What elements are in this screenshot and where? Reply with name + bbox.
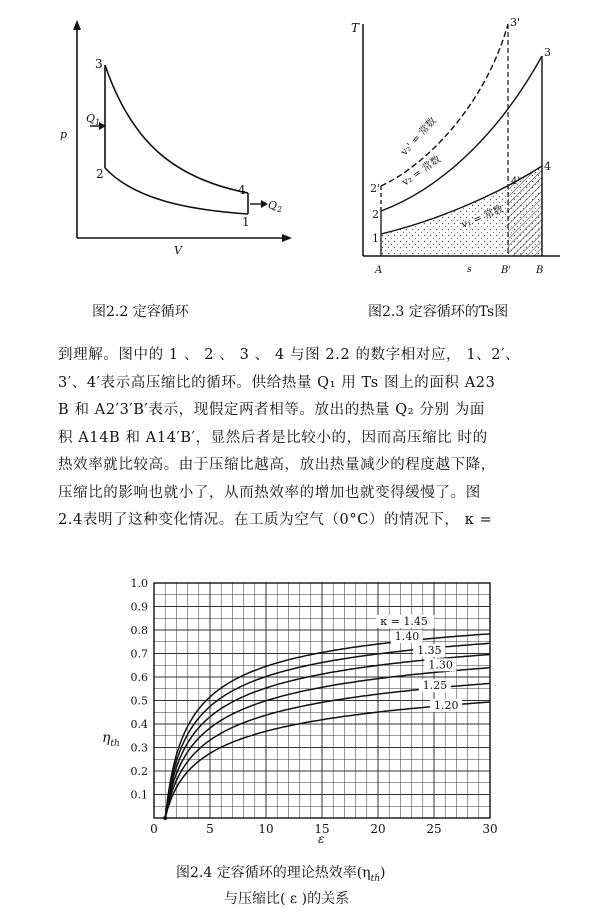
p-axis-arrow bbox=[73, 20, 81, 30]
caption-subscript: th bbox=[370, 873, 380, 884]
figure-2-4-caption-line1 bbox=[176, 862, 385, 884]
y-tick-label: 0.5 bbox=[130, 694, 148, 708]
body-line: 3′、4′表示高压缩比的循环。供给热量 Q₁ 用 Ts 图上的面积 A23 bbox=[58, 374, 496, 391]
x-tick-label: 25 bbox=[426, 822, 442, 836]
label-v2-prime-const: v₂' = 常数 bbox=[399, 115, 439, 159]
x-tick-label: 30 bbox=[482, 822, 498, 836]
y-tick-label: 1.0 bbox=[130, 577, 148, 590]
figure-2-2-pv-diagram bbox=[50, 18, 300, 288]
figure-2-3-caption: 图2.3 定容循环的Ts图 bbox=[368, 304, 509, 320]
y-tick-label: 0.4 bbox=[130, 718, 148, 731]
x-tick-label: 20 bbox=[370, 822, 386, 836]
y-tick-label: 0.3 bbox=[130, 741, 148, 755]
x-tick-label: 0 bbox=[150, 822, 158, 836]
body-line: 热效率就比较高。由于压缩比越高，放出热量减少的程度越下降， bbox=[58, 457, 496, 473]
ts-point-4-prime: 4' bbox=[511, 176, 521, 187]
ts-point-2: 2 bbox=[372, 208, 379, 221]
x-axis-label: ε bbox=[318, 832, 325, 846]
y-axis-label: $\eta_{th}$ bbox=[102, 730, 120, 749]
point-b: B bbox=[536, 265, 544, 276]
body-line: B 和 A2′3′B′表示，现假定两者相等。放出的热量 Q₂ 分别 为面 bbox=[58, 402, 485, 418]
y-tick-label: 0.8 bbox=[130, 624, 148, 637]
ts-point-3: 3 bbox=[544, 46, 551, 59]
curve-v2-prime-const bbox=[381, 24, 508, 186]
p-axis-label: p bbox=[60, 128, 68, 141]
series-label: 1.20 bbox=[434, 698, 459, 712]
body-line: 积 A14B 和 A14′B′，显然后者是比较小的，因而高压缩比 时的 bbox=[58, 429, 488, 446]
series-line-kappa-1.2 bbox=[165, 702, 490, 818]
ts-point-1: 1 bbox=[372, 232, 379, 245]
point-3: 3 bbox=[95, 57, 103, 71]
y-tick-label: 0.9 bbox=[130, 600, 148, 614]
v-axis-arrow bbox=[282, 234, 292, 242]
series-label: 1.30 bbox=[428, 658, 453, 672]
q1-label: $Q_1$ bbox=[86, 112, 101, 127]
figure-2-2-caption: 图2.2 定容循环 bbox=[92, 304, 189, 320]
series-label: 1.40 bbox=[394, 630, 420, 644]
ts-point-2-prime: 2' bbox=[370, 182, 381, 195]
y-tick-label: 0.1 bbox=[130, 788, 148, 802]
label-v1-const: v₁ = 常数 bbox=[460, 203, 506, 231]
body-line: 到理解。图中的 1 、 2 、 3 、 4 与图 2.2 的数字相对应， 1、2′、 bbox=[58, 347, 521, 363]
expansion-curve-3-4 bbox=[105, 65, 248, 193]
y-tick-label: 0.7 bbox=[130, 647, 148, 661]
s-axis-label: s bbox=[467, 265, 472, 275]
body-paragraph bbox=[58, 342, 578, 535]
point-2: 2 bbox=[96, 167, 104, 181]
origin-point bbox=[163, 816, 167, 820]
series-label: 1.25 bbox=[422, 679, 448, 693]
caption-text: 图2.4 定容循环的理论热效率(η bbox=[176, 865, 371, 881]
series-label: 1.35 bbox=[417, 643, 442, 657]
ts-point-3-prime: 3' bbox=[510, 16, 521, 29]
body-line: 压缩比的影响也就小了，从而热效率的增加也就变得缓慢了。图 bbox=[58, 484, 481, 501]
compression-curve-1-2 bbox=[105, 168, 248, 214]
v-axis-label: V bbox=[174, 244, 182, 257]
t-axis-label: T bbox=[351, 21, 360, 35]
q2-arrow-head bbox=[261, 200, 268, 208]
figure-2-4-caption-line2: 与压缩比( ε )的关系 bbox=[224, 891, 350, 907]
body-line: 2.4表明了这种变化情况。在工质为空气（0°C）的情况下， κ = bbox=[58, 512, 493, 528]
x-tick-label: 15 bbox=[314, 822, 330, 836]
label-v2-const: v₂ = 常数 bbox=[400, 153, 444, 189]
q2-label: $Q_2$ bbox=[268, 199, 283, 214]
point-b-prime: B' bbox=[501, 265, 512, 276]
caption-end: ) bbox=[380, 865, 386, 881]
series-label: κ = 1.45 bbox=[380, 614, 428, 628]
figure-2-4-efficiency-chart bbox=[0, 565, 600, 850]
figure-2-3-ts-diagram bbox=[345, 6, 580, 286]
x-tick-label: 10 bbox=[258, 822, 274, 836]
y-tick-label: 0.2 bbox=[130, 765, 148, 778]
point-a: A bbox=[375, 265, 383, 276]
y-tick-label: 0.6 bbox=[130, 671, 148, 684]
point-1: 1 bbox=[242, 215, 250, 229]
ts-point-4: 4 bbox=[544, 160, 551, 173]
x-tick-label: 5 bbox=[206, 822, 214, 836]
point-4: 4 bbox=[238, 183, 246, 197]
